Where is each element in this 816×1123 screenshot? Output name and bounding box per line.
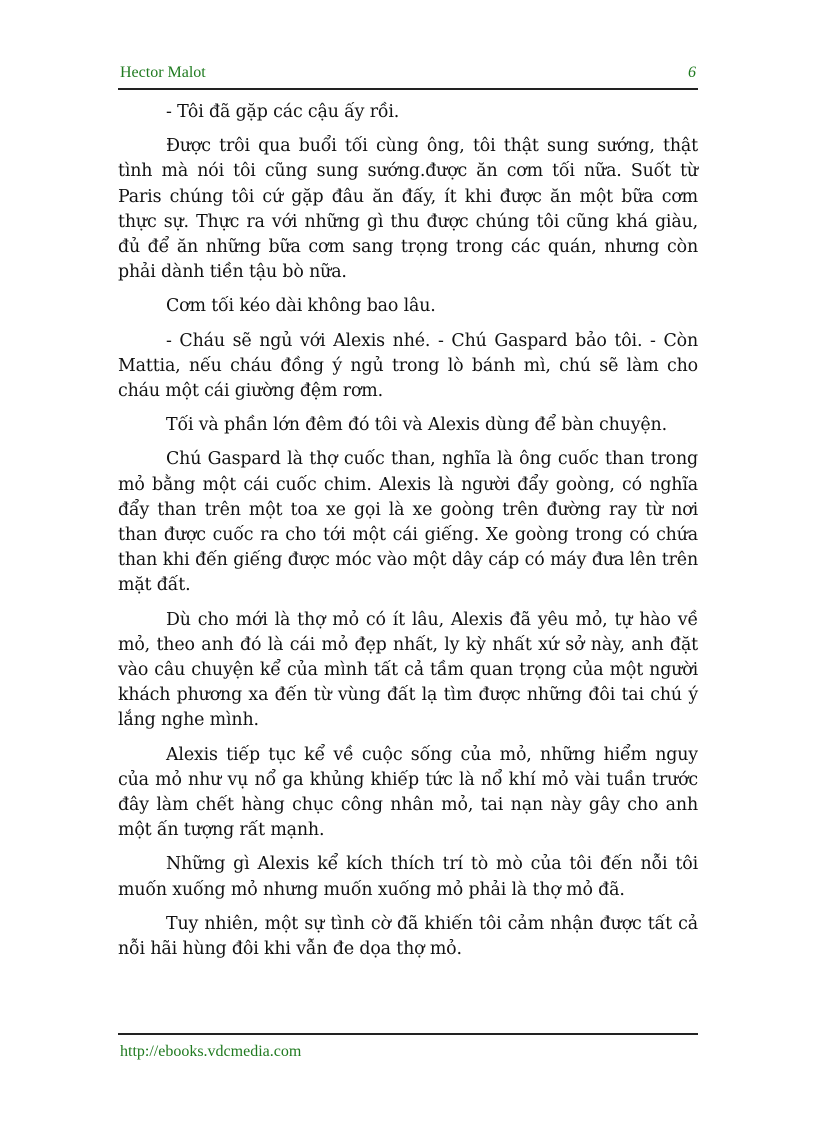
body-text — [118, 100, 698, 971]
paragraph: - Cháu sẽ ngủ với Alexis nhé. - Chú Gaspard bảo tôi. - Còn Mattia, nếu cháu đồng ý ngủ trong lò bánh mì, chú sẽ làm cho cháu một cái giường đệm rơm. — [118, 330, 698, 402]
header-author: Hector Malot — [120, 64, 206, 81]
footer-url-link[interactable]: http://ebooks.vdcmedia.com — [120, 1043, 302, 1060]
page-header — [118, 62, 698, 90]
paragraph: Những gì Alexis kể kích thích trí tò mò của tôi đến nỗi tôi muốn xuống mỏ nhưng muốn xuống mỏ phải là thợ mỏ đã. — [118, 854, 698, 900]
paragraph: Cơm tối kéo dài không bao lâu. — [166, 296, 436, 317]
header-page-number: 6 — [688, 64, 696, 81]
paragraph: Alexis tiếp tục kể về cuộc sống của mỏ, những hiểm nguy của mỏ như vụ nổ ga khủng khiếp tức là nổ khí mỏ vài tuần trước đây làm chết hàng chục công nhân mỏ, tai nạn này gây cho anh một ấn tượng rất mạnh. — [118, 744, 698, 841]
paragraph: Tuy nhiên, một sự tình cờ đã khiến tôi cảm nhận được tất cả nỗi hãi hùng đôi khi vẫn đe dọa thợ mỏ. — [118, 913, 698, 960]
paragraph: Được trôi qua buổi tối cùng ông, tôi thật sung sướng, thật tình mà nói tôi cũng sung sướng.được ăn cơm tối nữa. Suốt từ Paris chúng tôi cứ gặp đâu ăn đấy, ít khi được ăn một bữa cơm thực sự. Thực ra với những gì thu được chúng tôi cũng khá giàu, đủ để ăn những bữa cơm sang trọng trong các quán, nhưng còn phải dành tiền tậu bò nữa. — [118, 136, 698, 283]
paragraph: Tối và phần lớn đêm đó tôi và Alexis dùng để bàn chuyện. — [166, 415, 667, 436]
paragraph: - Tôi đã gặp các cậu ấy rồi. — [166, 102, 400, 122]
paragraph: Chú Gaspard là thợ cuốc than, nghĩa là ông cuốc than trong mỏ bằng một cái cuốc chim. Alexis là người đẩy goòng, có nghĩa đẩy than trên một toa xe gọi là xe goòng trên đường ray từ nơi than được cuốc ra cho tới một cái giếng. Xe goòng trong có chứa than khi đến giếng được móc vào một dây cáp có máy đưa lên trên mặt đất. — [118, 449, 698, 596]
page-footer — [118, 1033, 698, 1061]
paragraph: Dù cho mới là thợ mỏ có ít lâu, Alexis đã yêu mỏ, tự hào về mỏ, theo anh đó là cái mỏ đẹp nhất, ly kỳ nhất xứ sở này, anh đặt vào câu chuyện kể của mình tất cả tầm quan trọng của một người khách phương xa đến từ vùng đất lạ tìm được những đôi tai chú ý lắng nghe mình. — [118, 609, 698, 731]
